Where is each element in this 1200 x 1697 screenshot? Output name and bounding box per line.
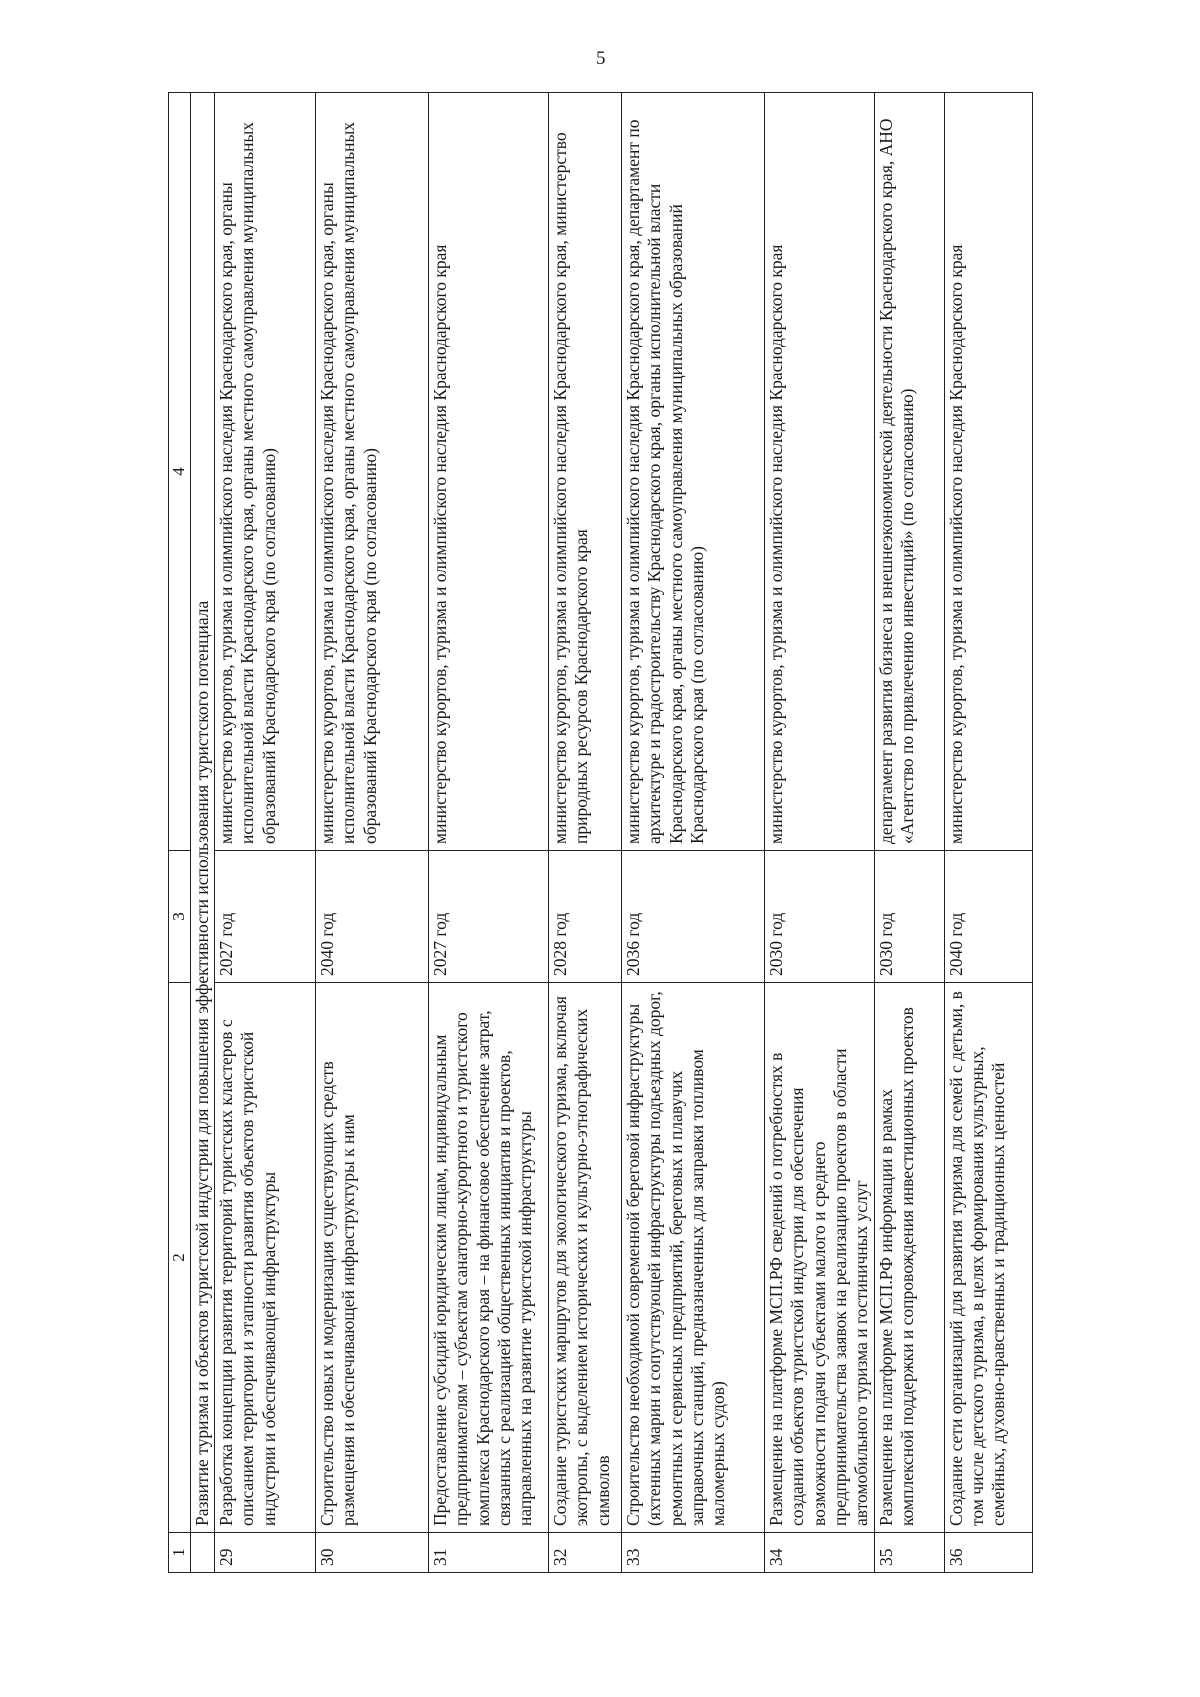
responsible-cell: министерство курортов, туризма и олимпийского наследия Краснодарского края, органы исполнительной власти Краснодарского края, органы местного самоуправления муниципальных образований Краснодарского края (по согласованию) (215, 93, 316, 851)
page-number: 5 (596, 48, 606, 69)
measure-cell: Размещение на платформе МСП.РФ информации в рамках комплексной поддержки и сопровождения инвестиционных проектов (874, 983, 944, 1533)
table-row (944, 93, 1032, 1573)
deadline-cell: 2040 год (316, 851, 429, 983)
responsible-cell: министерство курортов, туризма и олимпийского наследия Краснодарского края (429, 93, 549, 851)
measure-cell: Строительство новых и модернизация существующих средств размещения и обеспечивающей инфраструктуры к ним (316, 983, 429, 1533)
responsible-cell: министерство курортов, туризма и олимпийского наследия Краснодарского края, органы исполнительной власти Краснодарского края, органы местного самоуправления муниципальных образований Краснодарского края (по согласованию) (316, 93, 429, 851)
section-spacer-cell (190, 1533, 214, 1573)
table-header-row (169, 93, 191, 1573)
table-row (874, 93, 944, 1573)
deadline-cell: 2040 год (944, 851, 1032, 983)
row-number: 33 (622, 1533, 765, 1573)
measure-cell: Создание сети организаций для развития туризма для семей с детьми, в том числе детского туризма, в целях формирования культурных, семейных, духовно-нравственных и традиционных ценностей (944, 983, 1032, 1533)
table-row (316, 93, 429, 1573)
measure-cell: Строительство необходимой современной береговой инфраструктуры (яхтенных марин и сопутствующей инфраструктуры подъездных дорог, ремонтных и сервисных предприятий, береговых и плавучих заправочных станций, предназначенных для заправки топливом маломерных судов) (622, 983, 765, 1533)
responsible-cell: департамент развития бизнеса и внешнеэкономической деятельности Краснодарского края, АНО «Агентство по привлечению инвестиций» (по согласованию) (874, 93, 944, 851)
table-row (215, 93, 316, 1573)
column-header: 2 (169, 983, 191, 1533)
table-row (429, 93, 549, 1573)
section-row (190, 93, 214, 1573)
responsible-cell: министерство курортов, туризма и олимпийского наследия Краснодарского края, департамент по архитектуре и градостроительству Краснодарского края, органы исполнительной власти Краснодарского края, органы местного самоуправления муниципальных образований Краснодарского края (по согласованию) (622, 93, 765, 851)
responsible-cell: министерство курортов, туризма и олимпийского наследия Краснодарского края (765, 93, 875, 851)
column-header: 4 (169, 93, 191, 851)
deadline-cell: 2027 год (429, 851, 549, 983)
row-number: 34 (765, 1533, 875, 1573)
deadline-cell: 2027 год (215, 851, 316, 983)
row-number: 30 (316, 1533, 429, 1573)
deadline-cell: 2036 год (622, 851, 765, 983)
responsible-cell: министерство курортов, туризма и олимпийского наследия Краснодарского края (944, 93, 1032, 851)
column-header: 3 (169, 851, 191, 983)
measures-table (168, 92, 1033, 1573)
table-row (549, 93, 622, 1573)
deadline-cell: 2030 год (874, 851, 944, 983)
deadline-cell: 2030 год (765, 851, 875, 983)
rotated-table-container (168, 93, 1018, 1573)
row-number: 32 (549, 1533, 622, 1573)
row-number: 29 (215, 1533, 316, 1573)
measure-cell: Разработка концепции развития территорий туристских кластеров с описанием территории и этапности развития объектов туристской индустрии и обеспечивающей инфраструктуры (215, 983, 316, 1533)
responsible-cell: министерство курортов, туризма и олимпийского наследия Краснодарского края, министерство природных ресурсов Краснодарского края (549, 93, 622, 851)
measure-cell: Размещение на платформе МСП.РФ сведений о потребностях в создании объектов туристской индустрии для обеспечения возможности подачи субъектами малого и среднего предпринимательства заявок на реализацию проектов в области автомобильного туризма и гостиничных услуг (765, 983, 875, 1533)
measure-cell: Создание туристских маршрутов для экологического туризма, включая экотропы, с выделением исторических и культурно-этнографических символов (549, 983, 622, 1533)
row-number: 31 (429, 1533, 549, 1573)
row-number: 36 (944, 1533, 1032, 1573)
table-row (622, 93, 765, 1573)
column-header: 1 (169, 1533, 191, 1573)
deadline-cell: 2028 год (549, 851, 622, 983)
table-row (765, 93, 875, 1573)
measure-cell: Предоставление субсидий юридическим лицам, индивидуальным предпринимателям – субъектам санаторно-курортного и туристского комплекса Краснодарского края – на финансовое обеспечение затрат, связанных с реализацией общественных инициатив и проектов, направленных на развитие туристской инфраструктуры (429, 983, 549, 1533)
row-number: 35 (874, 1533, 944, 1573)
section-title: Развитие туризма и объектов туристской индустрии для повышения эффективности использования туристского потенциала (190, 93, 214, 1533)
